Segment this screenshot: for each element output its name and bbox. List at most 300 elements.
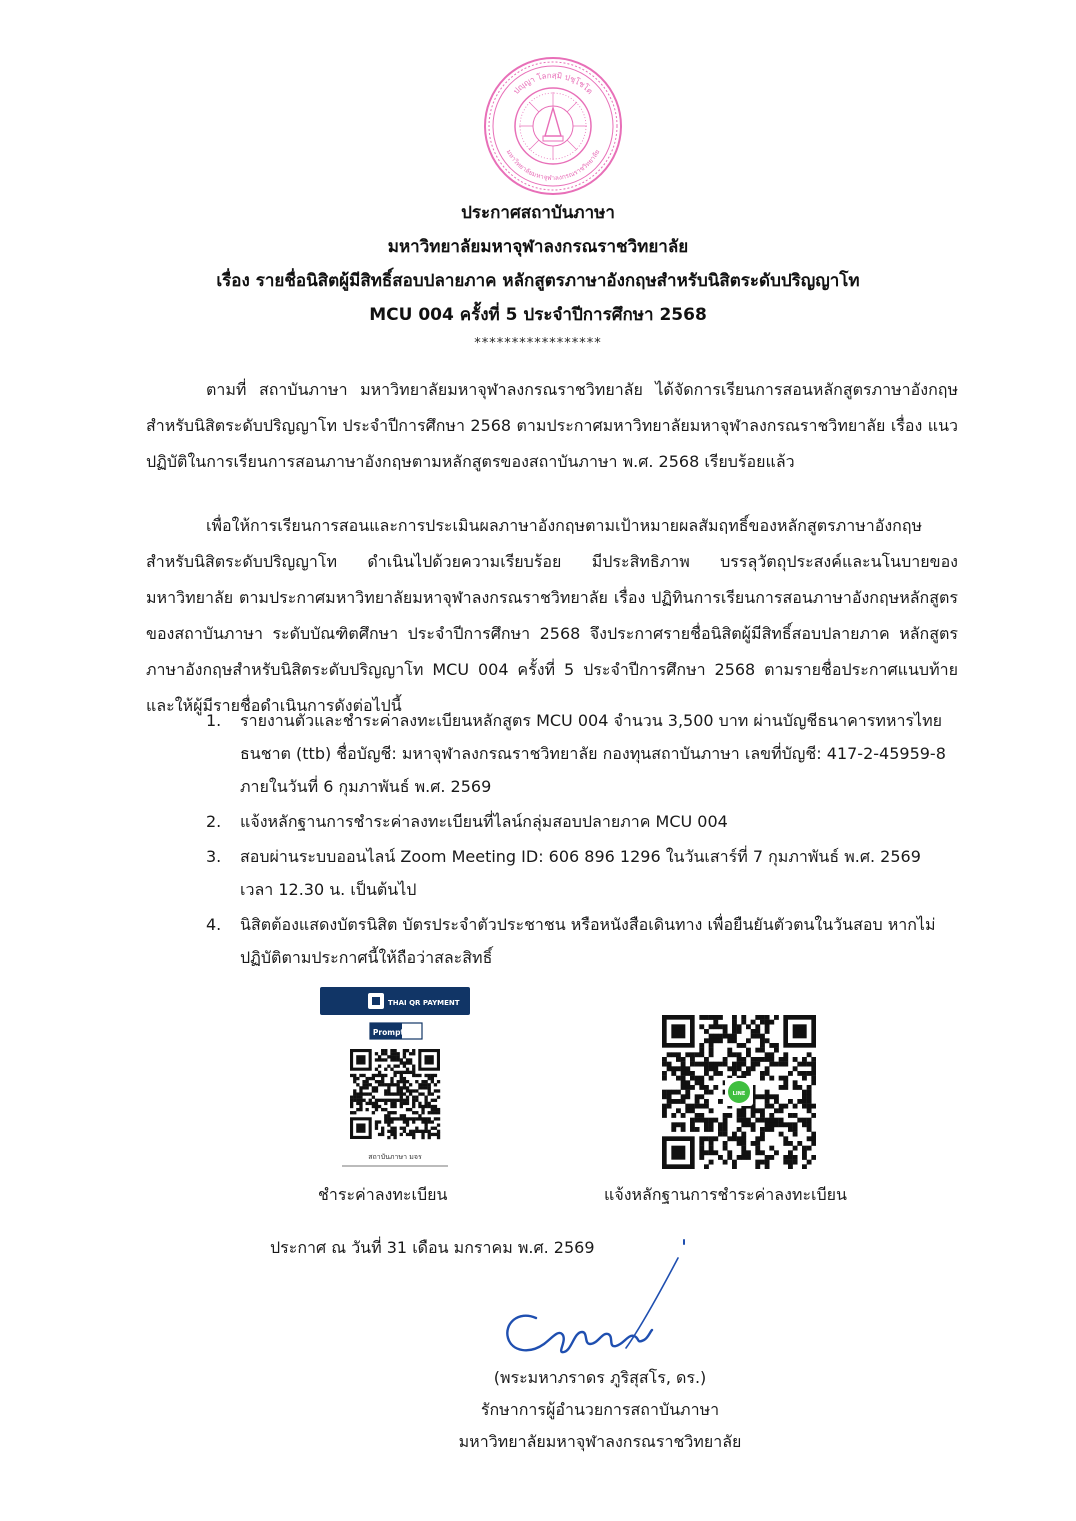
qr-module [393, 1130, 396, 1133]
qr-module [807, 1136, 812, 1141]
qr-module [779, 1062, 784, 1067]
qr-module [434, 1127, 437, 1130]
qr-module [704, 1029, 709, 1034]
qr-module [741, 1062, 746, 1067]
qr-module [393, 1071, 396, 1074]
qr-module [400, 1096, 403, 1099]
qr-module [690, 1062, 695, 1067]
qr-module [415, 1074, 418, 1077]
qr-module [737, 1155, 742, 1160]
qr-module [755, 1146, 760, 1151]
qr-module [760, 1108, 765, 1113]
qr-module [741, 1155, 746, 1160]
qr-module [397, 1092, 400, 1095]
qr-module [788, 1127, 793, 1132]
qr-module [793, 1085, 798, 1090]
qr-module [434, 1117, 437, 1120]
qr-module [671, 1127, 676, 1132]
qr-module [412, 1068, 415, 1071]
qr-module [783, 1080, 788, 1085]
qr-module [704, 1066, 709, 1071]
qr-module [746, 1150, 751, 1155]
qr-module [723, 1122, 728, 1127]
qr-module [783, 1057, 788, 1062]
qr-module [406, 1096, 409, 1099]
paragraph-purpose [146, 508, 958, 724]
qr-module [727, 1038, 732, 1043]
qr-module [362, 1074, 365, 1077]
qr-module [362, 1080, 365, 1083]
qr-module [418, 1083, 421, 1086]
qr-module [353, 1080, 356, 1083]
qr-module [793, 1127, 798, 1132]
qr-module [393, 1052, 396, 1055]
qr-module [746, 1155, 751, 1160]
qr-module [409, 1133, 412, 1136]
qr-module [802, 1090, 807, 1095]
qr-module [732, 1160, 737, 1165]
qr-module [690, 1071, 695, 1076]
qr-module [424, 1074, 427, 1077]
qr-finder-square [671, 1024, 685, 1038]
qr-module [403, 1102, 406, 1105]
line-group-qr-code[interactable] [662, 1015, 816, 1169]
qr-module [699, 1113, 704, 1118]
qr-module [769, 1057, 774, 1062]
qr-module [695, 1104, 700, 1109]
qr-module [393, 1058, 396, 1061]
qr-module [366, 1077, 369, 1080]
qr-module [783, 1076, 788, 1081]
qr-module [428, 1074, 431, 1077]
qr-module [375, 1123, 378, 1126]
qr-module [390, 1102, 393, 1105]
qr-module [397, 1099, 400, 1102]
thai-qr-banner: THAI QR PAYMENT [388, 999, 460, 1007]
separator-stars: ***************** [474, 336, 602, 351]
qr-module [384, 1074, 387, 1077]
qr-module [412, 1052, 415, 1055]
qr-module [699, 1155, 704, 1160]
qr-module [760, 1048, 765, 1053]
qr-module [667, 1094, 672, 1099]
qr-module [384, 1102, 387, 1105]
qr-module [713, 1085, 718, 1090]
qr-module [807, 1127, 812, 1132]
qr-module [685, 1052, 690, 1057]
qr-module [802, 1146, 807, 1151]
qr-module [774, 1043, 779, 1048]
qr-module [356, 1083, 359, 1086]
qr-module [760, 1136, 765, 1141]
qr-finder-square [356, 1055, 365, 1064]
qr-module [384, 1089, 387, 1092]
qr-module [667, 1090, 672, 1095]
qr-module [732, 1136, 737, 1141]
qr-module [755, 1024, 760, 1029]
qr-module [751, 1141, 756, 1146]
qr-finder-square [424, 1055, 433, 1064]
list-item-text: รายงานตัวและชำระค่าลงทะเบียนหลักสูตร MCU 004 จำนวน 3,500 บาท ผ่านบัญชีธนาคารทหารไทยธนชาต (ttb) ชื่อบัญชี: มหาจุฬาลงกรณราชวิทยาลัย กองทุนสถาบันภาษา เลขที่บัญชี: 417-2-45959-8 ภายในวันที่ 6 กุมภาพันธ์ พ.ศ. 2569 [240, 711, 946, 796]
qr-module [779, 1104, 784, 1109]
qr-module [369, 1083, 372, 1086]
qr-module [372, 1105, 375, 1108]
qr-module [403, 1071, 406, 1074]
qr-module [779, 1076, 784, 1081]
qr-module [409, 1052, 412, 1055]
qr-module [671, 1090, 676, 1095]
qr-module [737, 1024, 742, 1029]
qr-module [732, 1015, 737, 1020]
qr-module [699, 1052, 704, 1057]
qr-module [681, 1127, 686, 1132]
qr-module [807, 1160, 812, 1165]
qr-module [681, 1076, 686, 1081]
qr-module [746, 1071, 751, 1076]
qr-module [760, 1118, 765, 1123]
qr-module [393, 1136, 396, 1139]
qr-module [676, 1099, 681, 1104]
qr-module [387, 1114, 390, 1117]
qr-module [713, 1150, 718, 1155]
qr-module [713, 1038, 718, 1043]
qr-module [390, 1130, 393, 1133]
qr-module [381, 1099, 384, 1102]
qr-module [681, 1071, 686, 1076]
qr-module [353, 1111, 356, 1114]
qr-module [723, 1024, 728, 1029]
qr-module [381, 1127, 384, 1130]
qr-module [788, 1150, 793, 1155]
qr-module [356, 1099, 359, 1102]
qr-module [431, 1105, 434, 1108]
instructions-list [206, 704, 958, 974]
qr-module [788, 1155, 793, 1160]
qr-module [418, 1086, 421, 1089]
qr-module [793, 1066, 798, 1071]
qr-module [421, 1111, 424, 1114]
qr-module [695, 1127, 700, 1132]
qr-module [409, 1061, 412, 1064]
qr-module [746, 1122, 751, 1127]
qr-module [662, 1104, 667, 1109]
qr-module [372, 1086, 375, 1089]
qr-module [746, 1024, 751, 1029]
qr-module [378, 1083, 381, 1086]
qr-module [390, 1092, 393, 1095]
qr-module [387, 1117, 390, 1120]
qr-module [403, 1077, 406, 1080]
qr-module [793, 1160, 798, 1165]
qr-module [671, 1122, 676, 1127]
qr-module [428, 1092, 431, 1095]
qr-module [718, 1062, 723, 1067]
qr-module [437, 1123, 440, 1126]
qr-module [774, 1122, 779, 1127]
qr-module [737, 1029, 742, 1034]
qr-module [802, 1099, 807, 1104]
qr-module [375, 1052, 378, 1055]
qr-module [387, 1130, 390, 1133]
qr-module [400, 1086, 403, 1089]
qr-module [406, 1133, 409, 1136]
qr-module [662, 1057, 667, 1062]
qr-module [774, 1015, 779, 1020]
qr-module [765, 1164, 770, 1169]
qr-module [428, 1120, 431, 1123]
qr-module [400, 1080, 403, 1083]
qr-module [802, 1094, 807, 1099]
qr-module [802, 1155, 807, 1160]
qr-owner-name: สถาบันภาษา มจร [368, 1153, 422, 1161]
qr-module [783, 1160, 788, 1165]
qr-module [741, 1020, 746, 1025]
qr-module [690, 1076, 695, 1081]
qr-module [779, 1118, 784, 1123]
qr-module [369, 1099, 372, 1102]
qr-module [393, 1133, 396, 1136]
signer-title: รักษาการผู้อำนวยการสถาบันภาษา [480, 1400, 720, 1419]
qr-module [713, 1071, 718, 1076]
qr-module [356, 1096, 359, 1099]
qr-module [765, 1015, 770, 1020]
qr-module [709, 1150, 714, 1155]
qr-module [713, 1118, 718, 1123]
qr-module [431, 1127, 434, 1130]
qr-module [727, 1066, 732, 1071]
qr-module [774, 1150, 779, 1155]
qr-module [412, 1049, 415, 1052]
qr-module [412, 1102, 415, 1105]
qr-module [685, 1066, 690, 1071]
qr-module [704, 1122, 709, 1127]
university-name: มหาวิทยาลัยมหาจุฬาลงกรณราชวิทยาลัย [387, 237, 689, 257]
qr-module [378, 1071, 381, 1074]
qr-module [685, 1080, 690, 1085]
qr-module [699, 1136, 704, 1141]
qr-module [387, 1089, 390, 1092]
qr-module [412, 1065, 415, 1068]
qr-module [695, 1094, 700, 1099]
payment-qr-code[interactable] [320, 987, 470, 1173]
qr-module [755, 1136, 760, 1141]
qr-module [741, 1150, 746, 1155]
qr-module [811, 1113, 816, 1118]
qr-module [437, 1108, 440, 1111]
qr-module [741, 1146, 746, 1151]
announcement-issuer: ประกาศสถาบันภาษา [461, 203, 615, 223]
qr-module [437, 1111, 440, 1114]
qr-module [366, 1086, 369, 1089]
qr-module [428, 1105, 431, 1108]
qr-module [760, 1094, 765, 1099]
qr-module [802, 1071, 807, 1076]
qr-module [662, 1071, 667, 1076]
qr-module [769, 1062, 774, 1067]
qr-module [751, 1066, 756, 1071]
qr-module [774, 1099, 779, 1104]
qr-module [359, 1096, 362, 1099]
qr-module [400, 1117, 403, 1120]
qr-module [723, 1127, 728, 1132]
qr-module [381, 1083, 384, 1086]
qr-module [424, 1086, 427, 1089]
qr-module [713, 1024, 718, 1029]
qr-module [765, 1104, 770, 1109]
qr-module [690, 1052, 695, 1057]
qr-module [802, 1104, 807, 1109]
qr-module [769, 1127, 774, 1132]
qr-module [718, 1038, 723, 1043]
qr-module [393, 1065, 396, 1068]
qr-module [378, 1133, 381, 1136]
qr-module [807, 1104, 812, 1109]
qr-module [431, 1099, 434, 1102]
qr-module [732, 1066, 737, 1071]
qr-module [807, 1090, 812, 1095]
qr-module [384, 1114, 387, 1117]
qr-module [760, 1150, 765, 1155]
qr-module [807, 1146, 812, 1151]
qr-module [797, 1099, 802, 1104]
qr-module [751, 1122, 756, 1127]
qr-module [412, 1071, 415, 1074]
qr-module [434, 1074, 437, 1077]
qr-module [797, 1118, 802, 1123]
qr-module [437, 1096, 440, 1099]
qr-module [793, 1146, 798, 1151]
qr-module [428, 1133, 431, 1136]
qr-module [802, 1057, 807, 1062]
qr-module [671, 1113, 676, 1118]
qr-module [765, 1160, 770, 1165]
qr-module [387, 1111, 390, 1114]
qr-module [412, 1096, 415, 1099]
qr-module [793, 1122, 798, 1127]
qr-module [662, 1094, 667, 1099]
qr-module [353, 1089, 356, 1092]
qr-module [428, 1086, 431, 1089]
qr-module [741, 1057, 746, 1062]
qr-module [409, 1058, 412, 1061]
qr-module [681, 1094, 686, 1099]
qr-module [406, 1071, 409, 1074]
qr-module [409, 1071, 412, 1074]
qr-module [802, 1118, 807, 1123]
qr-module [751, 1020, 756, 1025]
qr-module [421, 1120, 424, 1123]
qr-module [667, 1104, 672, 1109]
qr-module [393, 1092, 396, 1095]
qr-module [378, 1080, 381, 1083]
qr-module [431, 1080, 434, 1083]
qr-module [387, 1120, 390, 1123]
qr-module [662, 1113, 667, 1118]
qr-module [393, 1105, 396, 1108]
qr-module [769, 1118, 774, 1123]
qr-module [434, 1105, 437, 1108]
qr-module [390, 1127, 393, 1130]
qr-module [704, 1099, 709, 1104]
qr-module [737, 1113, 742, 1118]
qr-module [381, 1058, 384, 1061]
qr-module [755, 1029, 760, 1034]
qr-module [718, 1071, 723, 1076]
qr-module [375, 1120, 378, 1123]
qr-module [746, 1038, 751, 1043]
qr-module [384, 1083, 387, 1086]
qr-module [811, 1076, 816, 1081]
qr-module [760, 1020, 765, 1025]
qr-module [695, 1076, 700, 1081]
list-item [206, 908, 958, 974]
qr-module [755, 1048, 760, 1053]
qr-module [737, 1057, 742, 1062]
qr-module [403, 1114, 406, 1117]
qr-module [737, 1066, 742, 1071]
qr-module [397, 1117, 400, 1120]
qr-module [406, 1080, 409, 1083]
qr-module [403, 1080, 406, 1083]
qr-module [381, 1052, 384, 1055]
qr-module [769, 1122, 774, 1127]
qr-module [732, 1132, 737, 1137]
qr-module [760, 1076, 765, 1081]
qr-module [403, 1061, 406, 1064]
qr-module [797, 1071, 802, 1076]
director-signature [498, 1236, 698, 1366]
qr-module [406, 1120, 409, 1123]
qr-module [393, 1117, 396, 1120]
qr-module [765, 1020, 770, 1025]
qr-module [709, 1048, 714, 1053]
qr-module [690, 1108, 695, 1113]
qr-module [769, 1052, 774, 1057]
qr-module [428, 1083, 431, 1086]
qr-module [400, 1099, 403, 1102]
qr-module [709, 1024, 714, 1029]
qr-module [695, 1080, 700, 1085]
qr-module [741, 1141, 746, 1146]
qr-module [412, 1117, 415, 1120]
qr-module [723, 1062, 728, 1067]
qr-module [390, 1111, 393, 1114]
qr-module [807, 1062, 812, 1067]
qr-module [397, 1055, 400, 1058]
qr-module [409, 1092, 412, 1095]
qr-module [412, 1133, 415, 1136]
qr-module [431, 1111, 434, 1114]
qr-module [378, 1105, 381, 1108]
list-item [206, 805, 958, 838]
qr-module [428, 1117, 431, 1120]
qr-module [428, 1102, 431, 1105]
qr-module [765, 1024, 770, 1029]
qr-module [362, 1099, 365, 1102]
qr-module [723, 1141, 728, 1146]
qr-module [811, 1104, 816, 1109]
qr-module [769, 1146, 774, 1151]
qr-module [751, 1034, 756, 1039]
qr-module [372, 1102, 375, 1105]
qr-module [718, 1122, 723, 1127]
qr-module [375, 1074, 378, 1077]
qr-module [384, 1099, 387, 1102]
seal-arc-top: ปญฺญา โลกสฺมิ ปชฺโชโต [511, 70, 595, 96]
qr-module [769, 1113, 774, 1118]
paragraph-2-text: เพื่อให้การเรียนการสอนและการประเมินผลภาษาอังกฤษตามเป้าหมายผลสัมฤทธิ์ของหลักสูตรภาษาอังกฤษสำหรับนิสิตระดับปริญญาโท ดำเนินไปด้วยความเรียบร้อย มีประสิทธิภาพ บรรลุวัตถุประสงค์และนโนบายของมหาวิทยาลัย ตามประกาศมหาวิทยาลัยมหาจุฬาลงกรณราชวิทยาลัย เรื่อง ปฏิทินการเรียนการสอนภาษาอังกฤษหลักสูตรของสถาบันภาษา ระดับบัณฑิตศึกษา ประจำปีการศึกษา 2568 จึงประกาศรายชื่อนิสิตผู้มีสิทธิ์สอบปลายภาค หลักสูตรภาษาอังกฤษสำหรับนิสิตระดับปริญญาโท MCU 004 ครั้งที่ 5 ประจำปีการศึกษา 2568 ตามรายชื่อประกาศแนบท้ายและให้ผู้มีรายชื่อดำเนินการดังต่อไปนี้ [146, 516, 958, 715]
qr-module [793, 1155, 798, 1160]
